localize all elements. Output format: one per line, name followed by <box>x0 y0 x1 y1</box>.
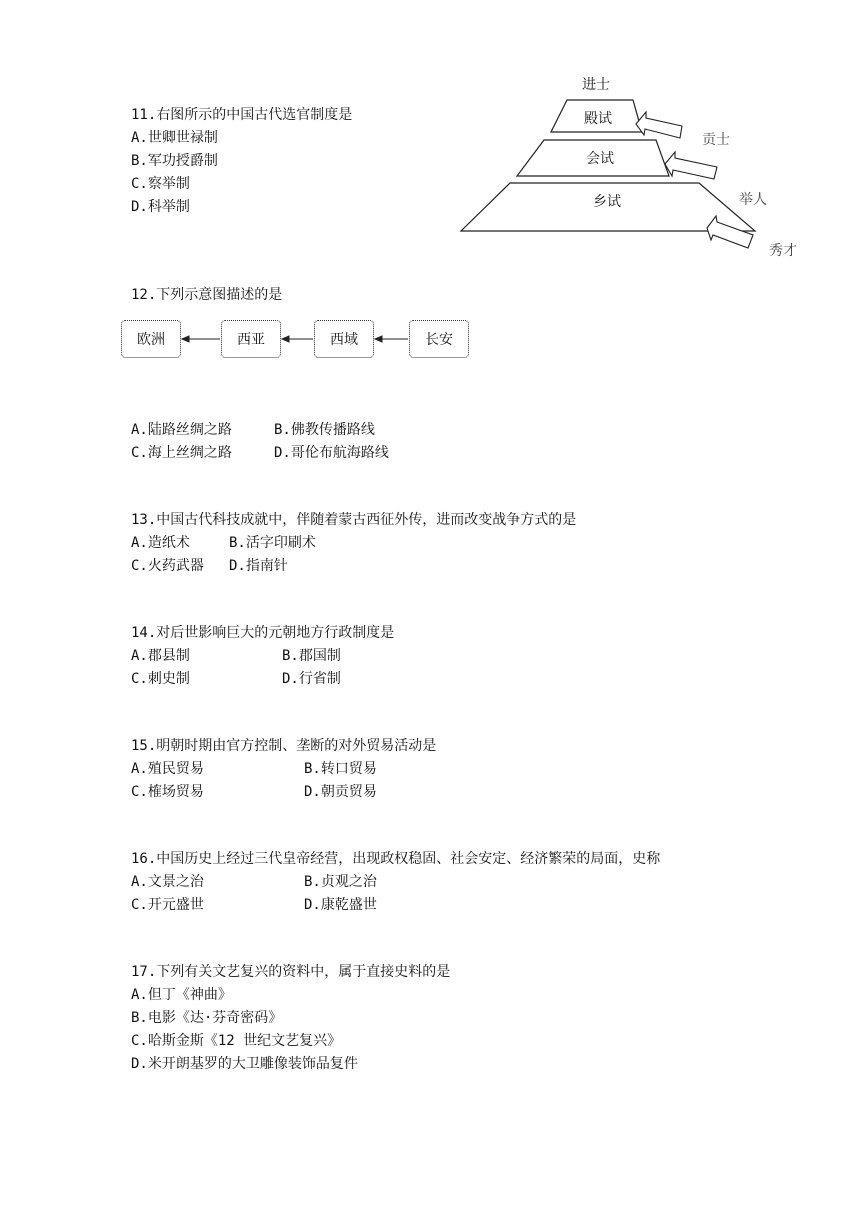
exam-pyramid-diagram <box>455 68 815 268</box>
question-13 <box>131 509 576 578</box>
option-c: C.哈斯金斯《12 世纪文艺复兴》 <box>131 1033 342 1049</box>
question-14 <box>131 622 394 691</box>
option-b: B.军功授爵制 <box>131 153 218 169</box>
question-12 <box>131 284 282 307</box>
option-c: C.火药武器 <box>131 558 204 574</box>
option-a: A.世卿世禄制 <box>131 130 218 146</box>
question-13-stem: 13.中国古代科技成就中，伴随着蒙古西征外传，进而改变战争方式的是 <box>131 512 577 528</box>
option-c: C.察举制 <box>131 176 190 192</box>
option-b: B.郡国制 <box>282 648 341 664</box>
option-b: B.佛教传播路线 <box>274 422 375 438</box>
flow-box-west-asia: 西亚 <box>221 320 281 358</box>
question-15-stem: 15.明朝时期由官方控制、垄断的对外贸易活动是 <box>131 738 437 754</box>
flow-box-western-regions: 西域 <box>314 320 374 358</box>
question-16-stem: 16.中国历史上经过三代皇帝经营，出现政权稳固、社会安定、经济繁荣的局面，史称 <box>131 851 661 867</box>
question-17 <box>131 961 450 1076</box>
arrow-head-icon <box>182 336 189 342</box>
option-d: D.科举制 <box>131 199 190 215</box>
arrow-head-icon <box>375 336 382 342</box>
question-14-stem: 14.对后世影响巨大的元朝地方行政制度是 <box>131 625 395 641</box>
pyramid-top-label: 进士 <box>582 77 610 93</box>
option-b: B.转口贸易 <box>304 761 377 777</box>
option-d: D.朝贡贸易 <box>304 784 377 800</box>
option-d: D.康乾盛世 <box>304 897 377 913</box>
option-c: C.海上丝绸之路 <box>131 445 232 461</box>
option-d: D.指南针 <box>229 558 288 574</box>
option-b: B.活字印刷术 <box>229 535 316 551</box>
option-a: A.造纸术 <box>131 535 190 551</box>
pyramid-level-bottom-label: 乡试 <box>593 194 621 210</box>
option-d: D.哥伦布航海路线 <box>274 445 389 461</box>
option-d: D.米开朗基罗的大卫雕像装饰品复件 <box>131 1056 358 1072</box>
question-17-stem: 17.下列有关文艺复兴的资料中，属于直接史料的是 <box>131 964 451 980</box>
option-c: C.榷场贸易 <box>131 784 204 800</box>
option-a: A.殖民贸易 <box>131 761 204 777</box>
flow-box-changan: 长安 <box>409 320 469 358</box>
question-11-stem: 11.右图所示的中国古代选官制度是 <box>131 107 353 123</box>
arrow-icon <box>665 152 717 179</box>
question-12-stem: 12.下列示意图描述的是 <box>131 287 283 303</box>
pyramid-level-top-label: 殿试 <box>584 111 612 127</box>
option-a: A.文景之治 <box>131 874 204 890</box>
arrow-icon <box>636 112 682 138</box>
question-15 <box>131 735 436 804</box>
pyramid-level-middle-label: 会试 <box>586 151 614 167</box>
label-xiucai: 秀才 <box>769 243 797 259</box>
option-a: A.陆路丝绸之路 <box>131 422 232 438</box>
option-a: A.郡县制 <box>131 648 190 664</box>
question-16 <box>131 848 660 917</box>
option-d: D.行省制 <box>282 671 341 687</box>
arrow-head-icon <box>282 336 289 342</box>
flow-box-europe: 欧洲 <box>121 320 181 358</box>
question-12-options <box>131 419 389 465</box>
label-gongshi: 贡士 <box>702 132 730 148</box>
flow-arrows <box>0 330 860 350</box>
option-b: B.贞观之治 <box>304 874 377 890</box>
option-b: B.电影《达·芬奇密码》 <box>131 1010 283 1026</box>
option-a: A.但丁《神曲》 <box>131 987 232 1003</box>
label-juren: 举人 <box>739 192 767 208</box>
option-c: C.开元盛世 <box>131 897 204 913</box>
question-11 <box>131 104 352 219</box>
option-c: C.刺史制 <box>131 671 190 687</box>
